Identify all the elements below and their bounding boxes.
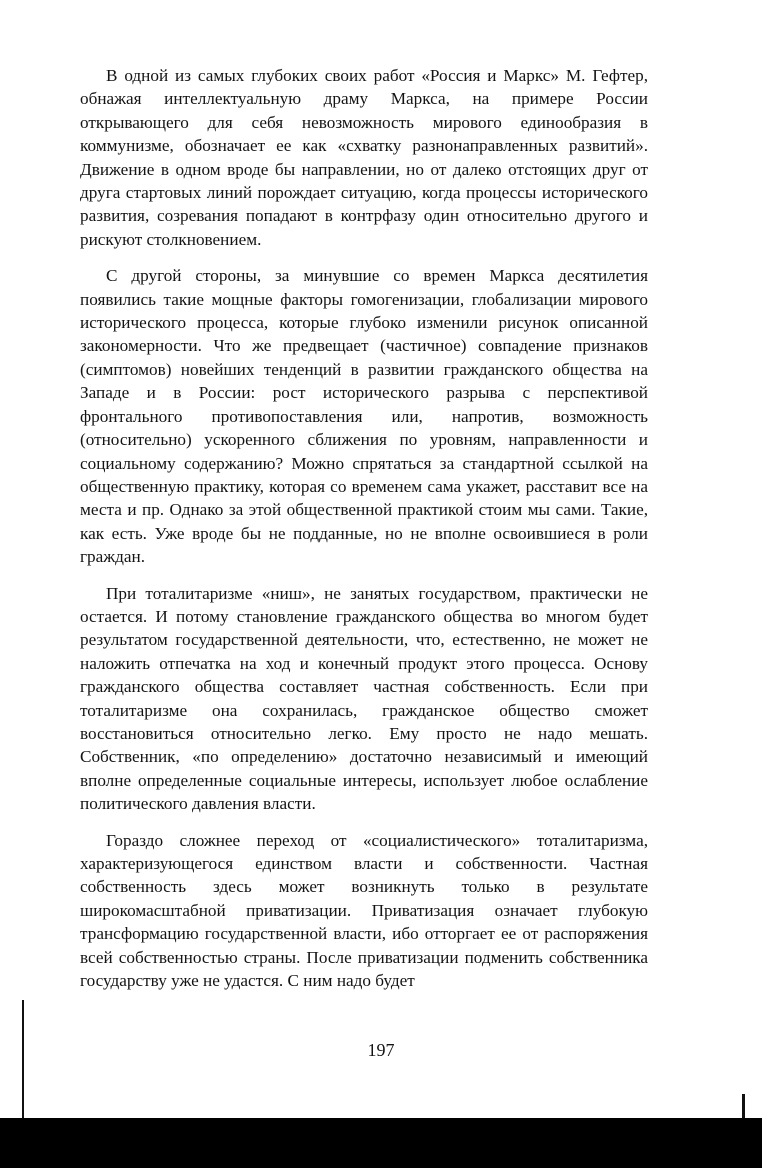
paragraph-1: В одной из самых глубоких своих работ «Россия и Маркс» М. Гефтер, обнажая интеллектуальную драму Маркса, на примере России открывающего для себя невозможность мирового единообразия в коммунизме, обозначает ее как «схватку разнонаправленных развитий». Движение в одном вроде бы направлении, но от далеко отстоящих друг от друга стартовых линий порождает ситуацию, когда процессы исторического развития, созревания попадают в контрфазу один относительно другого и рискуют столкновением. — [80, 66, 648, 249]
body-text — [80, 64, 648, 992]
paragraph-3: При тоталитаризме «ниш», не занятых государством, практически не остается. И потому становление гражданского общества во многом будет результатом государственной деятельности, что, естественно, не может не наложить отпечатка на ход и конечный продукт этого процесса. Основу гражданского общества составляет частная собственность. Если при тоталитаризме она сохранилась, гражданское общество сможет восстановиться относительно легко. Ему просто не надо мешать. Собственник, «по определению» достаточно независимый и имеющий вполне определенные социальные интересы, использует любое ослабление политического давления власти. — [80, 583, 648, 814]
scan-bottom-border — [0, 1118, 762, 1168]
page-number: 197 — [367, 1040, 395, 1060]
paragraph-4: Гораздо сложнее переход от «социалистического» тоталитаризма, характеризующегося единством власти и собственности. Частная собственность здесь может возникнуть только в результате широкомасштабной приватизации. Приватизация означает глубокую трансформацию государственной власти, ибо отторгает ее от распоряжения всей собственностью страны. После приватизации подменить собственника государству уже не удастся. С ним надо будет — [80, 830, 648, 991]
paragraph-2: С другой стороны, за минувшие со времен Маркса десятилетия появились такие мощные факторы гомогенизации, глобализации мирового исторического процесса, которые глубоко изменили рисунок описанной закономерности. Что же предвещает (частичное) совпадение признаков (симптомов) новейших тенденций в развитии гражданского общества на Западе и в России: рост исторического разрыва с перспективой фронтального противопоставления или, напротив, возможность (относительно) ускоренного сближения по уровням, направленности и социальному содержанию? Можно спрятаться за стандартной ссылкой на общественную практику, которая со временем сама укажет, расставит все на места и пр. Однако за этой общественной практикой стоим мы сами. Такие, как есть. Уже вроде бы не подданные, но не вполне освоившиеся в роли граждан. — [80, 266, 648, 567]
scan-margin-line — [22, 1000, 24, 1118]
scan-edge-mark — [742, 1094, 745, 1118]
